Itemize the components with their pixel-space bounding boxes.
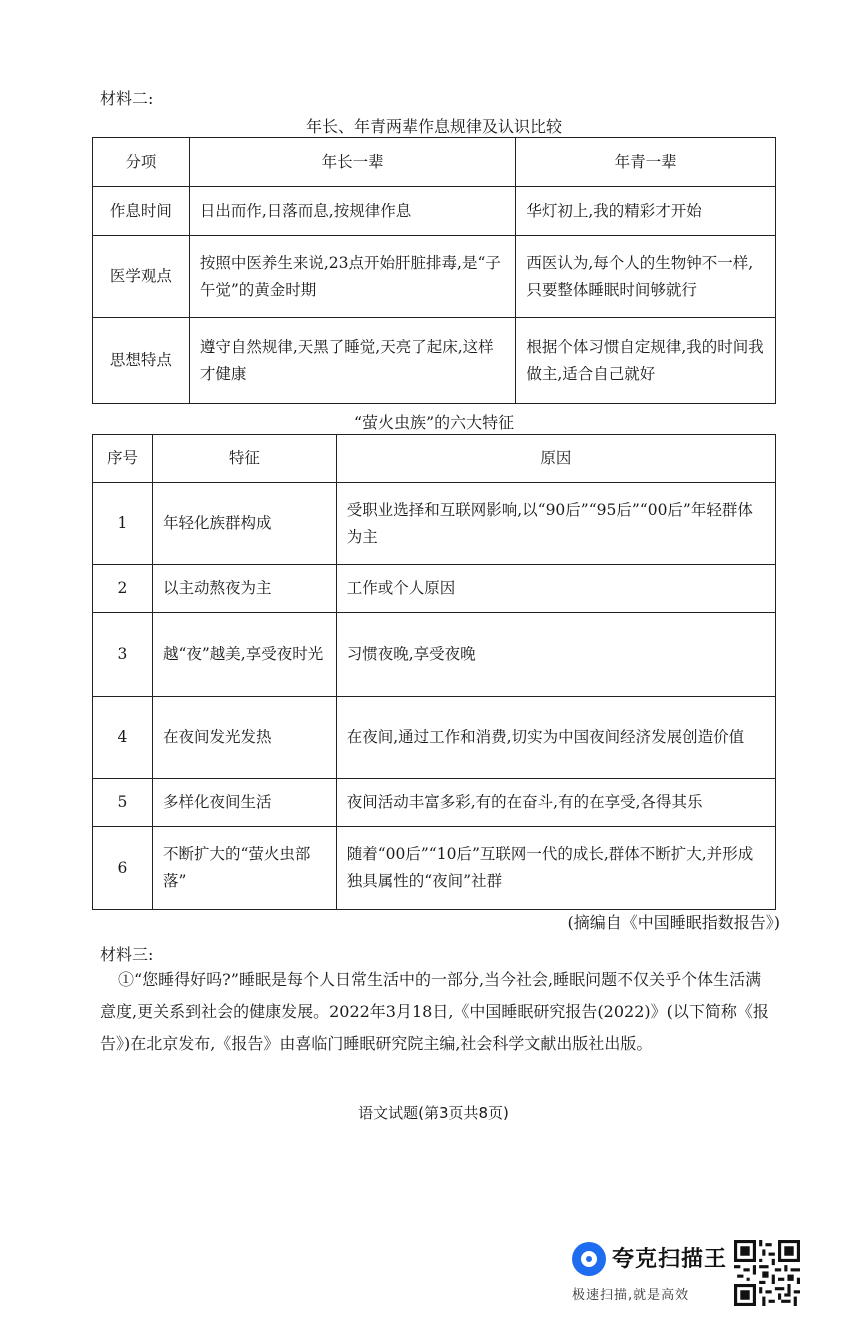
row-number: 5 [93, 779, 153, 827]
source-citation: (摘编自《中国睡眠指数报告》) [567, 913, 780, 932]
table-row [93, 565, 776, 613]
table-cell: 遵守自然规律,天黑了睡觉,天亮了起床,这样才健康 [189, 318, 516, 404]
table-header-row [93, 435, 776, 483]
row-number: 4 [93, 697, 153, 779]
reason-cell: 习惯夜晚,享受夜晚 [336, 613, 775, 697]
feature-cell: 多样化夜间生活 [152, 779, 336, 827]
header-cell: 分项 [93, 138, 190, 187]
table-cell: 按照中医养生来说,23点开始肝脏排毒,是“子午觉”的黄金时期 [189, 236, 516, 318]
table-cell: 根据个体习惯自定规律,我的时间我做主,适合自己就好 [516, 318, 776, 404]
qr-code-icon [734, 1240, 800, 1306]
row-number: 3 [93, 613, 153, 697]
page-footer: 语文试题(第3页共8页) [358, 1104, 509, 1122]
feature-cell: 不断扩大的“萤火虫部落” [152, 827, 336, 910]
table-row [93, 779, 776, 827]
reason-cell: 工作或个人原因 [336, 565, 775, 613]
quark-logo-icon [572, 1242, 606, 1276]
table-row [93, 318, 776, 404]
header-cell: 年长一辈 [189, 138, 516, 187]
scanner-watermark [572, 1240, 732, 1304]
reason-cell: 夜间活动丰富多彩,有的在奋斗,有的在享受,各得其乐 [336, 779, 775, 827]
reason-cell: 随着“00后”“10后”互联网一代的成长,群体不断扩大,并形成独具属性的“夜间”社群 [336, 827, 775, 910]
table-header-row [93, 138, 776, 187]
feature-cell: 年轻化族群构成 [152, 483, 336, 565]
table-row [93, 613, 776, 697]
row-label: 思想特点 [93, 318, 190, 404]
table2-title: “萤火虫族”的六大特征 [353, 413, 515, 432]
table-cell: 华灯初上,我的精彩才开始 [516, 187, 776, 236]
header-cell: 原因 [336, 435, 775, 483]
material3-paragraph: ①“您睡得好吗?”睡眠是每个人日常生活中的一部分,当今社会,睡眠问题不仅关乎个体生活满意度,更关系到社会的健康发展。2022年3月18日,《中国睡眠研究报告(2022)》(以下简称《报告》)在北京发布,《报告》由喜临门睡眠研究院主编,社会科学文献出版社出版。 [100, 970, 769, 1053]
features-table [92, 434, 776, 910]
table-row [93, 827, 776, 910]
table-row [93, 697, 776, 779]
watermark-name: 夸克扫描王 [612, 1247, 728, 1272]
header-cell: 特征 [152, 435, 336, 483]
row-label: 医学观点 [93, 236, 190, 318]
header-cell: 序号 [93, 435, 153, 483]
header-cell: 年青一辈 [516, 138, 776, 187]
table1-title: 年长、年青两辈作息规律及认识比较 [305, 117, 562, 136]
reason-cell: 受职业选择和互联网影响,以“90后”“95后”“00后”年轻群体为主 [336, 483, 775, 565]
row-number: 1 [93, 483, 153, 565]
material3-label: 材料三: [100, 945, 154, 964]
feature-cell: 以主动熬夜为主 [152, 565, 336, 613]
comparison-table [92, 137, 776, 404]
row-label: 作息时间 [93, 187, 190, 236]
table-cell: 日出而作,日落而息,按规律作息 [189, 187, 516, 236]
material2-label: 材料二: [100, 89, 154, 108]
feature-cell: 在夜间发光发热 [152, 697, 336, 779]
table-cell: 西医认为,每个人的生物钟不一样,只要整体睡眠时间够就行 [516, 236, 776, 318]
feature-cell: 越“夜”越美,享受夜时光 [152, 613, 336, 697]
watermark-slogan: 极速扫描,就是高效 [572, 1288, 690, 1303]
table-row [93, 236, 776, 318]
row-number: 2 [93, 565, 153, 613]
table-row [93, 187, 776, 236]
row-number: 6 [93, 827, 153, 910]
table-row [93, 483, 776, 565]
reason-cell: 在夜间,通过工作和消费,切实为中国夜间经济发展创造价值 [336, 697, 775, 779]
